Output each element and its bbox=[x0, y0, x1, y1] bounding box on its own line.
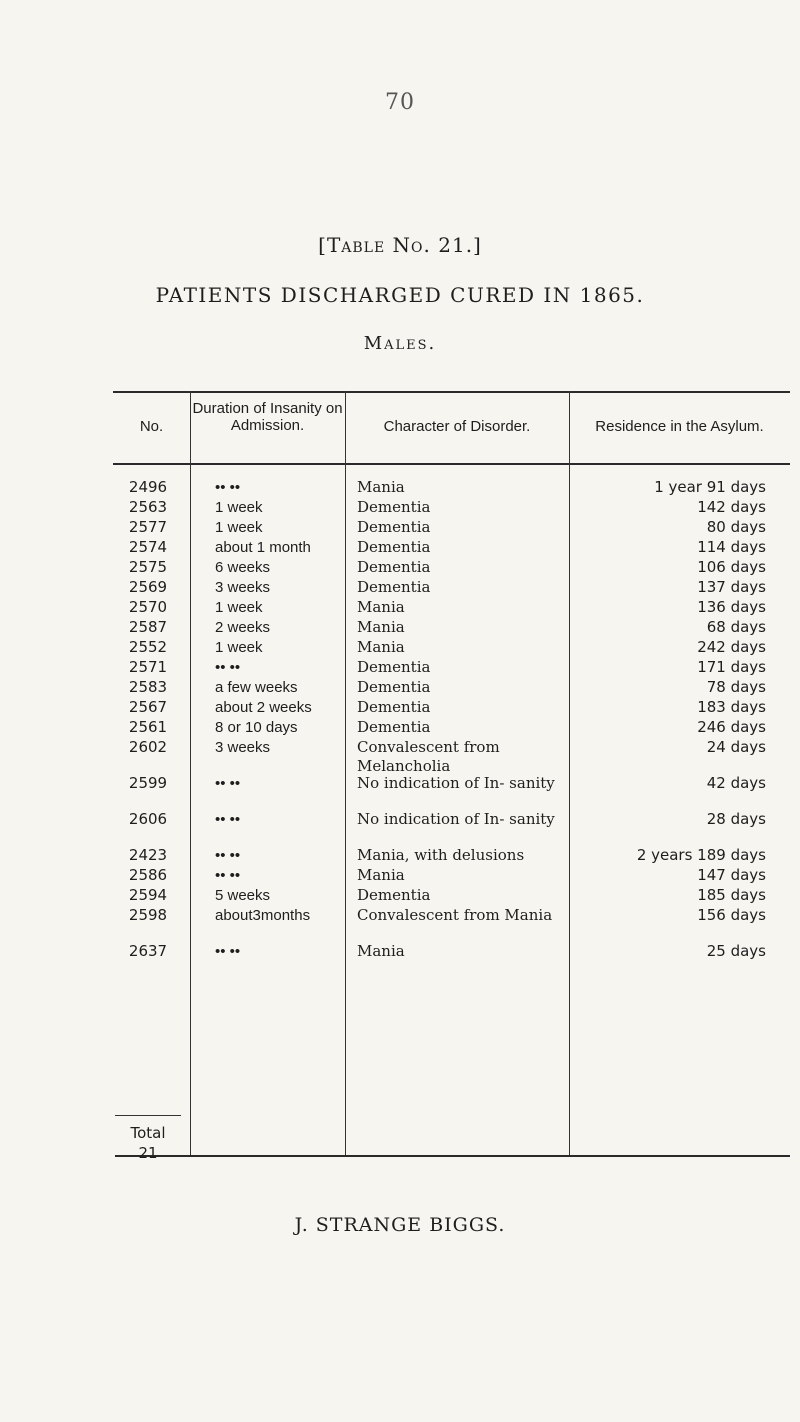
row-character: Mania, with delusions bbox=[357, 846, 525, 864]
table-top-rule bbox=[113, 391, 790, 393]
row-character: Dementia bbox=[357, 658, 431, 676]
header-character: Character of Disorder. bbox=[383, 418, 531, 435]
row-number: 2567 bbox=[128, 698, 168, 716]
row-character: Mania bbox=[357, 638, 405, 656]
row-residence: 171 days bbox=[697, 658, 766, 676]
row-residence: 183 days bbox=[697, 698, 766, 716]
row-character: Dementia bbox=[357, 558, 431, 576]
column-divider bbox=[190, 391, 191, 1155]
total-value: 21 bbox=[138, 1144, 158, 1162]
header-residence: Residence in the Asylum. bbox=[595, 418, 764, 435]
row-residence: 42 days bbox=[706, 774, 766, 792]
row-duration: 1 week bbox=[215, 499, 263, 516]
row-duration: •• •• bbox=[215, 867, 241, 884]
row-number: 2569 bbox=[128, 578, 168, 596]
row-number: 2583 bbox=[128, 678, 168, 696]
row-residence: 78 days bbox=[706, 678, 766, 696]
row-character: Dementia bbox=[357, 538, 431, 556]
row-number: 2570 bbox=[128, 598, 168, 616]
row-duration: 5 weeks bbox=[215, 887, 271, 904]
row-residence: 80 days bbox=[706, 518, 766, 536]
signature: J. STRANGE BIGGS. bbox=[294, 1214, 506, 1236]
row-number: 2577 bbox=[128, 518, 168, 536]
page-title: PATIENTS DISCHARGED CURED IN 1865. bbox=[155, 283, 645, 307]
row-character: Mania bbox=[357, 618, 405, 636]
row-residence: 114 days bbox=[697, 538, 766, 556]
row-number: 2594 bbox=[128, 886, 168, 904]
row-number: 2571 bbox=[128, 658, 168, 676]
row-residence: 242 days bbox=[697, 638, 766, 656]
row-duration: •• •• bbox=[215, 659, 241, 676]
row-number: 2561 bbox=[128, 718, 168, 736]
row-duration: •• •• bbox=[215, 943, 241, 960]
row-number: 2598 bbox=[128, 906, 168, 924]
row-character: Dementia bbox=[357, 678, 431, 696]
header-no: No. bbox=[139, 418, 164, 435]
page-subtitle: Males. bbox=[363, 333, 437, 354]
row-character: Convalescent from Mania bbox=[357, 906, 553, 924]
row-number: 2574 bbox=[128, 538, 168, 556]
row-character: Dementia bbox=[357, 518, 431, 536]
row-number: 2606 bbox=[128, 810, 168, 828]
table-label: [Table No. 21.] bbox=[318, 233, 482, 257]
row-number: 2602 bbox=[128, 738, 168, 756]
row-residence: 68 days bbox=[706, 618, 766, 636]
row-character: No indication of In- sanity bbox=[357, 774, 555, 792]
row-duration: about3months bbox=[215, 907, 311, 924]
row-character: No indication of In- sanity bbox=[357, 810, 555, 828]
total-label: Total bbox=[130, 1124, 166, 1142]
row-residence: 24 days bbox=[706, 738, 766, 756]
row-character: Dementia bbox=[357, 498, 431, 516]
row-residence: 142 days bbox=[697, 498, 766, 516]
row-residence: 147 days bbox=[697, 866, 766, 884]
row-duration: about 2 weeks bbox=[215, 699, 312, 716]
row-residence: 136 days bbox=[697, 598, 766, 616]
total-rule bbox=[115, 1115, 181, 1116]
row-character: Mania bbox=[357, 478, 405, 496]
row-number: 2563 bbox=[128, 498, 168, 516]
row-character: Mania bbox=[357, 866, 405, 884]
row-duration: 8 or 10 days bbox=[215, 719, 298, 736]
row-character: Dementia bbox=[357, 578, 431, 596]
row-duration: 1 week bbox=[215, 639, 263, 656]
row-residence: 106 days bbox=[697, 558, 766, 576]
row-character: Mania bbox=[357, 598, 405, 616]
row-residence: 2 years 189 days bbox=[636, 846, 766, 864]
row-number: 2575 bbox=[128, 558, 168, 576]
header-bottom-rule bbox=[113, 463, 790, 465]
row-number: 2552 bbox=[128, 638, 168, 656]
row-character: Dementia bbox=[357, 698, 431, 716]
row-number: 2423 bbox=[128, 846, 168, 864]
row-duration: 6 weeks bbox=[215, 559, 271, 576]
row-number: 2599 bbox=[128, 774, 168, 792]
row-duration: 3 weeks bbox=[215, 579, 271, 596]
row-number: 2587 bbox=[128, 618, 168, 636]
row-duration: about 1 month bbox=[215, 539, 311, 556]
row-duration: •• •• bbox=[215, 811, 241, 828]
row-residence: 185 days bbox=[697, 886, 766, 904]
row-residence: 246 days bbox=[697, 718, 766, 736]
row-character: Dementia bbox=[357, 718, 431, 736]
header-duration: Duration of Insanity on Admission. bbox=[192, 400, 343, 434]
row-character: Mania bbox=[357, 942, 405, 960]
row-duration: 1 week bbox=[215, 519, 263, 536]
row-character: Convalescent from Melancholia bbox=[357, 738, 500, 775]
page-number: 70 bbox=[385, 90, 415, 115]
table-bottom-rule bbox=[115, 1155, 790, 1157]
row-duration: •• •• bbox=[215, 775, 241, 792]
row-residence: 25 days bbox=[706, 942, 766, 960]
row-duration: •• •• bbox=[215, 479, 241, 496]
row-number: 2586 bbox=[128, 866, 168, 884]
row-number: 2496 bbox=[128, 478, 168, 496]
row-character: Dementia bbox=[357, 886, 431, 904]
row-residence: 156 days bbox=[697, 906, 766, 924]
row-residence: 1 year 91 days bbox=[654, 478, 766, 496]
row-duration: •• •• bbox=[215, 847, 241, 864]
row-duration: 1 week bbox=[215, 599, 263, 616]
row-duration: 2 weeks bbox=[215, 619, 271, 636]
row-number: 2637 bbox=[128, 942, 168, 960]
row-residence: 137 days bbox=[697, 578, 766, 596]
row-residence: 28 days bbox=[706, 810, 766, 828]
row-duration: 3 weeks bbox=[215, 739, 271, 756]
row-duration: a few weeks bbox=[215, 679, 298, 696]
